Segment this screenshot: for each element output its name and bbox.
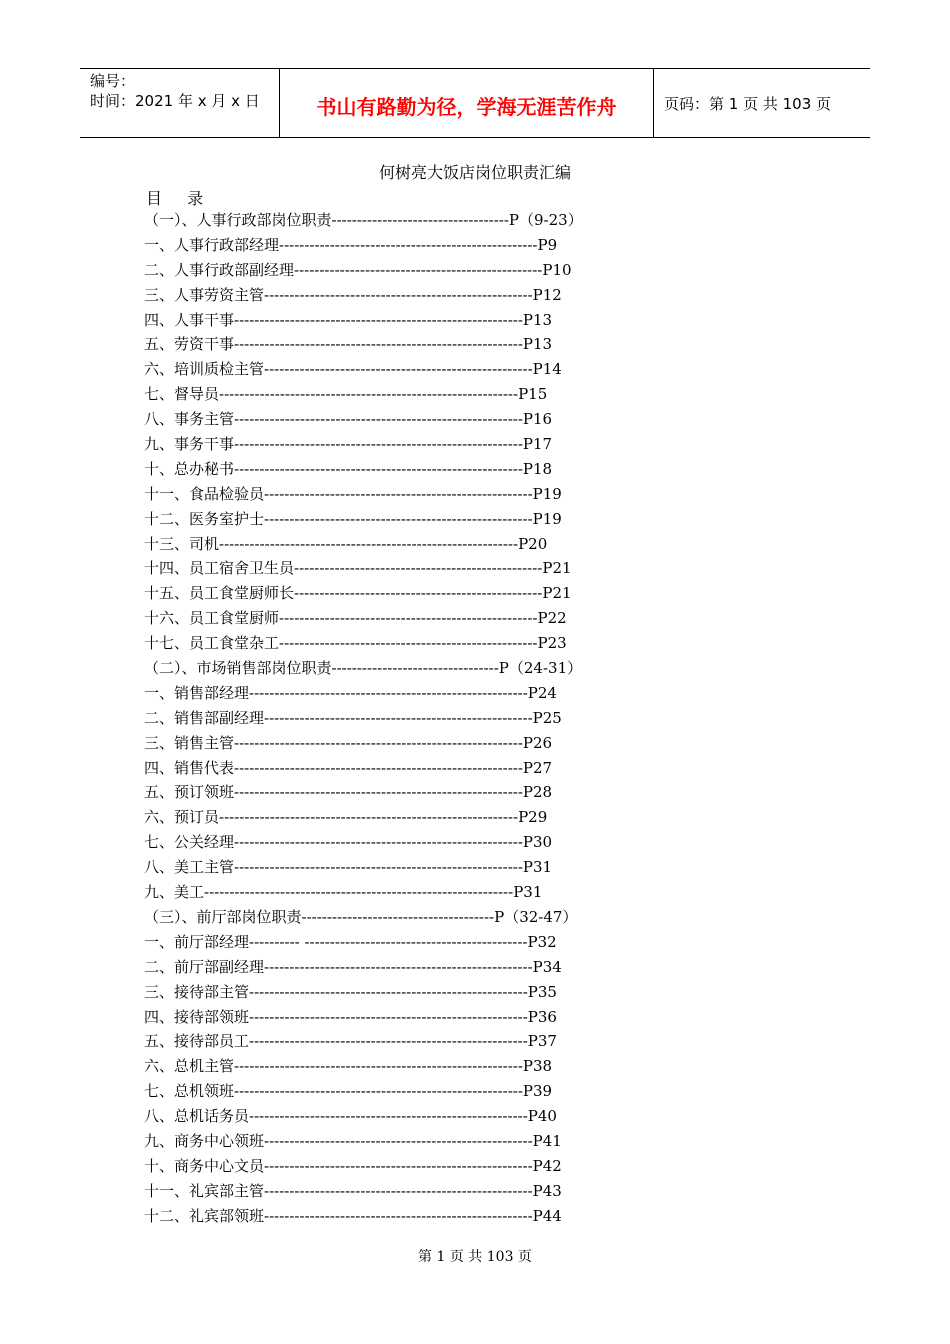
toc-entry-dashes: ----------------------------------------------------- [264, 285, 533, 304]
header-page-count: 页码：第 1 页 共 103 页 [664, 94, 832, 113]
toc-entry [144, 556, 583, 581]
toc-entry [144, 980, 583, 1005]
toc-entry-label: 五、接待部员工 [144, 1032, 250, 1051]
toc-entry-dashes: ------------------------------------------------- [294, 584, 543, 603]
toc-entry-dashes: ------------------------------------------------------- [249, 982, 528, 1001]
toc-entry-label: 七、公关经理 [144, 833, 235, 852]
document-date: 时间：2021 年 x 月 x 日 [90, 92, 260, 110]
toc-entry-label: 十、总办秘书 [144, 459, 235, 478]
toc-entry-page: P（32-47） [494, 907, 578, 926]
toc-entry-page: P29 [518, 808, 548, 827]
toc-entry-label: 六、培训质检主管 [144, 360, 265, 379]
toc-entry-page: P32 [527, 932, 557, 951]
page-header [80, 68, 870, 138]
toc-entry-label: 十六、员工食堂厨师 [144, 609, 280, 628]
toc-entry [144, 830, 583, 855]
toc-entry-page: P18 [522, 459, 553, 478]
toc-entry-dashes: --------------------------------------------------------- [234, 783, 523, 802]
toc-entry-page: P13 [522, 310, 553, 329]
toc-entry-dashes: ----------------------------------------------------------- [219, 534, 519, 553]
toc-entry-dashes: -------------------------------------- [301, 907, 495, 926]
toc-entry [144, 905, 583, 930]
toc-entry [144, 780, 583, 805]
header-motto: 书山有路勤为径，学海无涯苦作舟 [280, 69, 654, 137]
toc-entry-label: 三、人事劳资主管 [144, 285, 265, 304]
toc-entry-dashes: ---------- -------------------------------------------- [249, 932, 528, 951]
toc-entry [144, 656, 583, 681]
toc-entry-dashes: --------------------------------------------------------- [234, 733, 523, 752]
toc-entry [144, 706, 583, 731]
toc-entry-dashes: ------------------------------------------------- [294, 260, 543, 279]
toc-entry-page: P13 [522, 335, 553, 354]
toc-entry-dashes: ------------------------------------------------------- [249, 683, 528, 702]
toc-entry-label: 十七、员工食堂杂工 [144, 634, 280, 653]
toc-entry [144, 1154, 583, 1179]
toc-entry-label: 一、前厅部经理 [144, 932, 250, 951]
toc-entry-dashes: --------------------------------- [331, 659, 499, 678]
toc-entry-dashes: --------------------------------------------------------- [234, 858, 523, 877]
toc-entry-page: P43 [532, 1181, 562, 1200]
toc-entry-page: P40 [527, 1107, 557, 1126]
toc-entry-dashes: --------------------------------------------------- [279, 235, 538, 254]
toc-entry-dashes: --------------------------------------------------------- [234, 833, 523, 852]
toc-entry [144, 482, 583, 507]
toc-entry-label: 三、销售主管 [144, 733, 235, 752]
toc-entry-page: P9 [537, 235, 558, 254]
toc-entry-label: 十四、员工宿舍卫生员 [144, 559, 295, 578]
toc-entry-page: P22 [537, 609, 567, 628]
toc-entry-label: 十、商务中心文员 [144, 1156, 265, 1175]
toc-entry-page: P12 [532, 285, 562, 304]
toc-entry-label: 四、销售代表 [144, 758, 235, 777]
toc-entry [144, 1129, 583, 1154]
toc-entry-dashes: ----------------------------------------------------- [264, 1206, 533, 1225]
document-code-label: 编号： [90, 72, 136, 90]
toc-entry [144, 805, 583, 830]
toc-entry [144, 308, 583, 333]
toc-entry-label: 七、总机领班 [144, 1082, 235, 1101]
toc-entry-label: （三）、前厅部岗位职责 [144, 907, 302, 926]
toc-entry-dashes: ------------------------------------------------------- [249, 1032, 528, 1051]
toc-entry-page: P14 [532, 360, 562, 379]
toc-entry-label: 九、事务干事 [144, 435, 235, 454]
toc-entry-page: P34 [532, 957, 562, 976]
table-of-contents [144, 208, 583, 1229]
toc-entry-label: 五、劳资干事 [144, 335, 235, 354]
document-title: 何树亮大饭店岗位职责汇编 [378, 163, 571, 182]
toc-entry-dashes: --------------------------------------------------------- [234, 435, 523, 454]
toc-entry [144, 1079, 583, 1104]
toc-entry-page: P24 [527, 683, 557, 702]
toc-entry-dashes: ----------------------------------------------------- [264, 509, 533, 528]
toc-entry-label: 八、事务主管 [144, 410, 235, 429]
toc-entry [144, 332, 583, 357]
toc-entry-dashes: --------------------------------------------------------- [234, 1082, 523, 1101]
toc-entry-page: P27 [522, 758, 553, 777]
toc-entry-label: 十一、食品检验员 [144, 484, 265, 503]
toc-entry [144, 507, 583, 532]
toc-entry-page: P31 [522, 858, 553, 877]
toc-entry-label: 十二、礼宾部领班 [144, 1206, 265, 1225]
toc-entry-dashes: --------------------------------------------------------- [234, 459, 523, 478]
toc-entry-page: P28 [522, 783, 553, 802]
toc-entry-label: 一、人事行政部经理 [144, 235, 280, 254]
toc-entry-label: 十三、司机 [144, 534, 220, 553]
toc-entry-dashes: --------------------------------------------------------- [234, 335, 523, 354]
toc-entry-label: （二）、市场销售部岗位职责 [144, 659, 332, 678]
toc-entry [144, 1029, 583, 1054]
toc-entry-page: P41 [532, 1131, 562, 1150]
header-info-cell [80, 69, 280, 137]
toc-entry [144, 581, 583, 606]
toc-entry-page: P15 [518, 385, 548, 404]
toc-entry-dashes: ----------------------------------------------------- [264, 484, 533, 503]
toc-entry-page: P（9-23） [508, 211, 583, 229]
toc-entry [144, 731, 583, 756]
toc-entry [144, 233, 583, 258]
toc-entry-page: P38 [522, 1057, 553, 1076]
toc-entry-page: P10 [542, 260, 572, 279]
toc-entry [144, 258, 583, 283]
toc-entry [144, 1204, 583, 1229]
toc-entry-label: 八、总机话务员 [144, 1107, 250, 1126]
toc-entry-label: 六、预订员 [144, 808, 220, 827]
toc-entry-page: P31 [513, 883, 543, 902]
toc-entry-dashes: ------------------------------------------------------- [249, 1107, 528, 1126]
toc-entry-label: 五、预订领班 [144, 783, 235, 802]
toc-entry-page: P42 [532, 1156, 562, 1175]
toc-entry-dashes: --------------------------------------------------------- [234, 310, 523, 329]
toc-entry [144, 756, 583, 781]
toc-entry-label: 八、美工主管 [144, 858, 235, 877]
toc-entry-page: P26 [522, 733, 553, 752]
toc-entry-page: P39 [522, 1082, 553, 1101]
toc-entry-dashes: ------------------------------------------------------- [249, 1007, 528, 1026]
toc-entry-label: 二、前厅部副经理 [144, 957, 265, 976]
toc-entry-page: P20 [518, 534, 548, 553]
toc-entry [144, 1005, 583, 1030]
toc-entry [144, 955, 583, 980]
toc-entry-page: P30 [522, 833, 553, 852]
toc-entry-label: 一、销售部经理 [144, 683, 250, 702]
toc-entry-label: 二、人事行政部副经理 [144, 260, 295, 279]
toc-entry [144, 606, 583, 631]
toc-entry-dashes: ------------------------------------------------------------- [204, 883, 514, 902]
toc-entry-dashes: ----------------------------------- [331, 211, 509, 229]
toc-entry [144, 1104, 583, 1129]
toc-entry-dashes: ------------------------------------------------- [294, 559, 543, 578]
toc-entry [144, 1179, 583, 1204]
page-footer: 第 1 页 共 103 页 [418, 1249, 532, 1265]
toc-entry [144, 532, 583, 557]
toc-entry-page: P17 [522, 435, 553, 454]
toc-entry [144, 407, 583, 432]
toc-entry-label: 七、督导员 [144, 385, 220, 404]
toc-entry-page: P35 [527, 982, 557, 1001]
toc-entry [144, 208, 583, 233]
toc-entry-label: 二、销售部副经理 [144, 708, 265, 727]
toc-entry-label: 四、人事干事 [144, 310, 235, 329]
toc-entry-dashes: ----------------------------------------------------- [264, 957, 533, 976]
toc-entry [144, 681, 583, 706]
toc-entry [144, 283, 583, 308]
toc-entry-dashes: ----------------------------------------------------- [264, 360, 533, 379]
toc-entry-label: 十五、员工食堂厨师长 [144, 584, 295, 603]
toc-entry-label: 十一、礼宾部主管 [144, 1181, 265, 1200]
toc-entry-label: （一）、人事行政部岗位职责 [144, 211, 332, 229]
toc-entry [144, 880, 583, 905]
toc-entry-dashes: --------------------------------------------------------- [234, 758, 523, 777]
toc-entry-page: P36 [527, 1007, 557, 1026]
toc-entry-label: 九、美工 [144, 883, 205, 902]
toc-entry-page: P16 [522, 410, 553, 429]
toc-entry-dashes: ----------------------------------------------------- [264, 708, 533, 727]
toc-entry [144, 930, 583, 955]
toc-entry-dashes: ----------------------------------------------------------- [219, 385, 519, 404]
toc-entry-dashes: --------------------------------------------------- [279, 609, 538, 628]
toc-entry-page: P21 [542, 584, 572, 603]
toc-entry-dashes: --------------------------------------------------- [279, 634, 538, 653]
toc-entry [144, 432, 583, 457]
toc-entry-page: P21 [542, 559, 572, 578]
toc-entry-label: 十二、医务室护士 [144, 509, 265, 528]
toc-entry [144, 1054, 583, 1079]
toc-entry-page: P19 [532, 509, 562, 528]
toc-entry-page: P37 [527, 1032, 557, 1051]
toc-heading: 目 录 [146, 189, 214, 208]
toc-entry-dashes: ----------------------------------------------------- [264, 1156, 533, 1175]
toc-entry [144, 457, 583, 482]
toc-entry-page: P（24-31） [498, 659, 583, 678]
toc-entry [144, 382, 583, 407]
toc-entry-page: P23 [537, 634, 567, 653]
toc-entry-page: P44 [532, 1206, 562, 1225]
toc-entry-label: 九、商务中心领班 [144, 1131, 265, 1150]
toc-entry [144, 855, 583, 880]
toc-entry [144, 357, 583, 382]
toc-entry-dashes: --------------------------------------------------------- [234, 410, 523, 429]
toc-entry [144, 631, 583, 656]
toc-entry-label: 六、总机主管 [144, 1057, 235, 1076]
toc-entry-label: 四、接待部领班 [144, 1007, 250, 1026]
toc-entry-dashes: ----------------------------------------------------- [264, 1181, 533, 1200]
toc-entry-page: P25 [532, 708, 562, 727]
toc-entry-dashes: --------------------------------------------------------- [234, 1057, 523, 1076]
toc-entry-dashes: ----------------------------------------------------- [264, 1131, 533, 1150]
toc-entry-label: 三、接待部主管 [144, 982, 250, 1001]
toc-entry-dashes: ----------------------------------------------------------- [219, 808, 519, 827]
toc-entry-page: P19 [532, 484, 562, 503]
